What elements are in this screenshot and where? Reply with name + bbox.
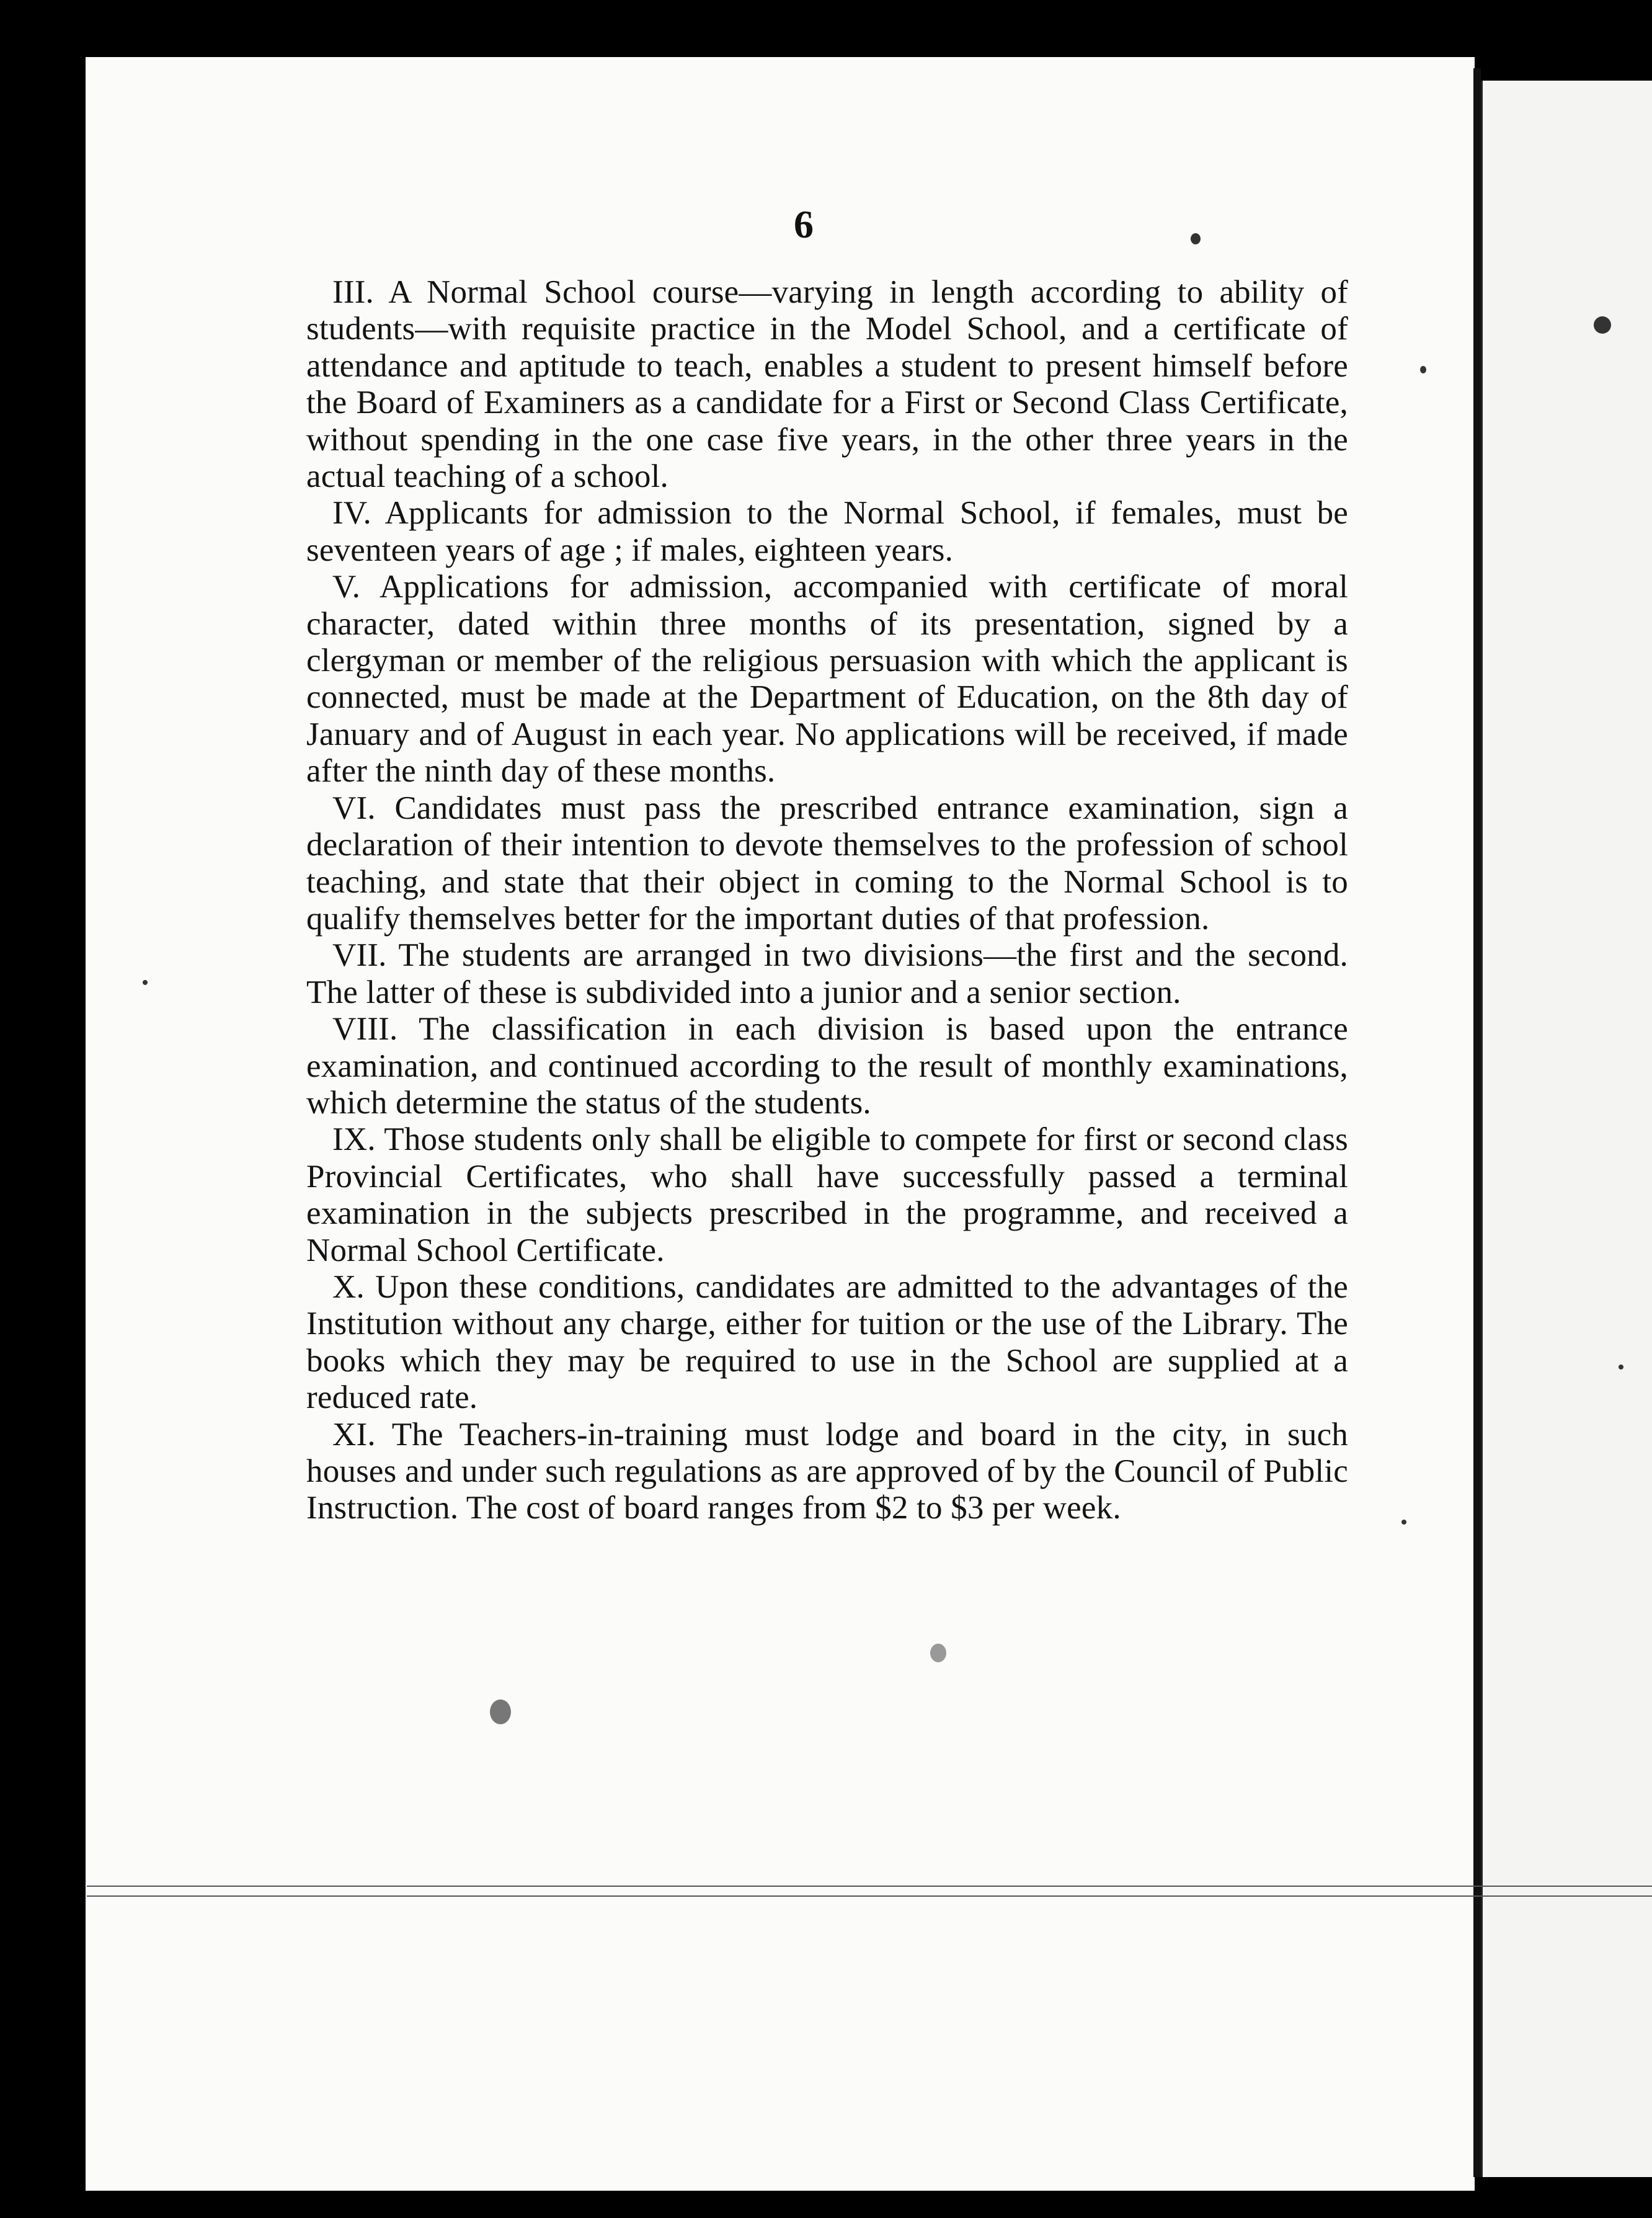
paragraph-xi bbox=[306, 1417, 1348, 1527]
paragraph-text: Upon these conditions, candidates are admitted to the advantages of the Institution without any charge, either for tuition or the use of the Library. The books which they may be required to use in the School are supplied at a reduced rate. bbox=[306, 1268, 1348, 1416]
facing-page bbox=[1481, 81, 1652, 2177]
paragraph-number: VII. bbox=[332, 937, 387, 974]
scan-speck bbox=[1401, 1520, 1406, 1525]
paragraph-number: V. bbox=[332, 569, 361, 605]
scan-speck bbox=[930, 1644, 946, 1662]
scan-speck bbox=[1619, 1365, 1623, 1370]
paragraph-number: III. bbox=[332, 274, 374, 310]
paragraph-text: A Normal School course—varying in length according to ability of students—with requisite practice in the Model School, and a certificate of attendance and aptitude to teach, enables a student to present himself before the Board of Examiners as a candidate for a First or Second Class Certificate, without spending in the one case five years, in the other three years in the actual teaching of a school. bbox=[306, 274, 1348, 495]
paragraph-text: Those students only shall be eligible to compete for first or second class Provincial Certificates, who shall have successfully passed a terminal examination in the subjects prescribed in the programme, and received a Normal School Certificate. bbox=[306, 1121, 1348, 1268]
page-edge bbox=[1473, 68, 1481, 2177]
paragraph-number: X. bbox=[332, 1268, 365, 1305]
paragraph-iv bbox=[306, 495, 1348, 569]
paragraph-number: XI. bbox=[332, 1416, 376, 1453]
paragraph-x bbox=[306, 1269, 1348, 1417]
paragraph-number: IX. bbox=[332, 1121, 376, 1158]
paragraph-viii bbox=[306, 1011, 1348, 1121]
paragraph-iii bbox=[306, 274, 1348, 495]
paragraph-vi bbox=[306, 790, 1348, 938]
page-number: 6 bbox=[794, 202, 814, 246]
gutter-line bbox=[1481, 81, 1483, 2177]
paragraph-text: The Teachers-in-training must lodge and board in the city, in such houses and under such regulations as are approved of by the Council of Public Instruction. The cost of board ranges from $2 to $3 per week. bbox=[306, 1416, 1348, 1526]
paragraph-text: Applicants for admission to the Normal School, if females, must be seventeen years of age ; if males, eighteen years. bbox=[306, 495, 1348, 568]
scan-line bbox=[87, 1886, 1652, 1887]
paragraph-ix bbox=[306, 1121, 1348, 1269]
paragraph-number: VIII. bbox=[332, 1011, 398, 1048]
paragraph-text: Candidates must pass the prescribed entrance examination, sign a declaration of their intention to devote themselves to the profession of school teaching, and state that their object in coming to the Normal School is to qualify themselves better for the important duties of that profession. bbox=[306, 790, 1349, 937]
paragraph-vii bbox=[306, 937, 1348, 1011]
body-text bbox=[306, 274, 1348, 1527]
scan-speck bbox=[1191, 233, 1201, 244]
scan-speck bbox=[143, 980, 148, 985]
paragraph-number: IV. bbox=[332, 495, 371, 532]
scan-speck bbox=[1420, 366, 1426, 373]
scan-speck bbox=[1594, 316, 1611, 334]
scan-line bbox=[87, 1895, 1652, 1897]
scan-speck bbox=[490, 1699, 511, 1724]
paragraph-text: The classification in each division is based upon the entrance examination, and continued according to the result of monthly examinations, which determine the status of the students. bbox=[306, 1011, 1348, 1121]
paragraph-text: Applications for admission, accompanied with certificate of moral character, dated within three months of its presentation, signed by a clergyman or member of the religious persuasion with which the applicant is connected, must be made at the Department of Education, on the 8th day of January and of August in each year. No applications will be received, if made after the ninth day of these months. bbox=[306, 569, 1348, 790]
paragraph-number: VI. bbox=[332, 790, 376, 826]
paragraph-text: The students are arranged in two divisions—the first and the second. The latter of these is subdivided into a junior and a senior section. bbox=[306, 937, 1348, 1010]
paragraph-v bbox=[306, 569, 1348, 790]
